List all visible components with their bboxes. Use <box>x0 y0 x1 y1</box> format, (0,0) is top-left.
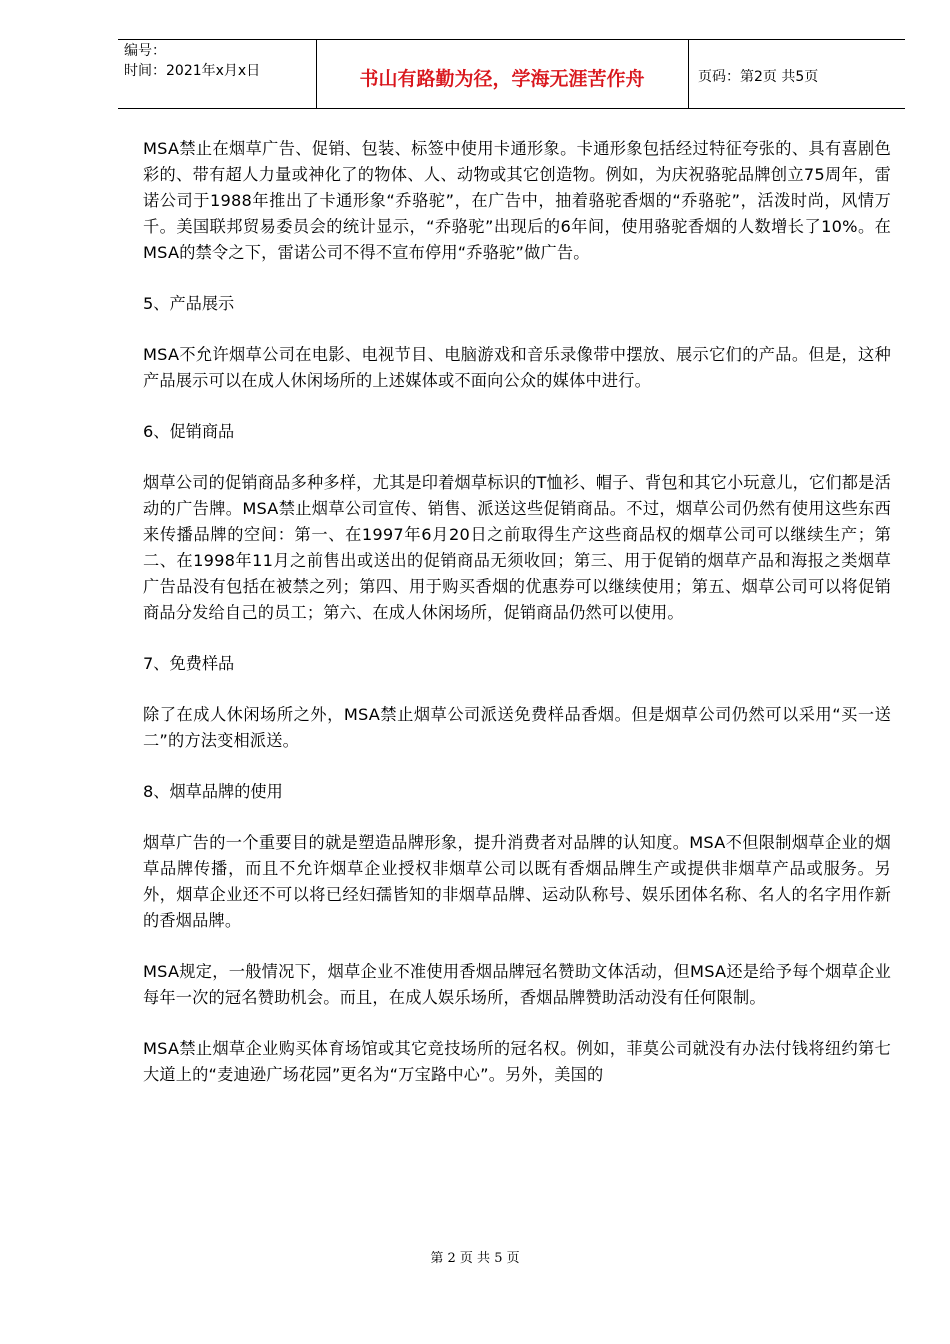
page-footer: 第 2 页 共 5 页 <box>430 1251 520 1266</box>
paragraph-cartoon-ban: MSA禁止在烟草广告、促销、包装、标签中使用卡通形象。卡通形象包括经过特征夸张的、具有喜剧色彩的、带有超人力量或神化了的物体、人、动物或其它创造物。例如，为庆祝骆驼品牌创立75周年，雷诺公司于1988年推出了卡通形象“乔骆驼”，在广告中，抽着骆驼香烟的“乔骆驼”，活泼时尚，风情万千。美国联邦贸易委员会的统计显示，“乔骆驼”出现后的6年间，使用骆驼香烟的人数增长了10%。在MSA的禁令之下，雷诺公司不得不宣布停用“乔骆驼”做广告。 <box>143 139 891 262</box>
section-heading-7: 7、免费样品 <box>143 654 235 673</box>
header-page-cell <box>688 40 905 108</box>
paragraph-naming-rights: MSA禁止烟草企业购买体育场馆或其它竞技场所的冠名权。例如，菲莫公司就没有办法付钱将纽约第七大道上的“麦迪逊广场花园”更名为“万宝路中心”。另外，美国的 <box>143 1039 891 1084</box>
paragraph-promotional-goods: 烟草公司的促销商品多种多样，尤其是印着烟草标识的T恤衫、帽子、背包和其它小玩意儿，它们都是活动的广告牌。MSA禁止烟草公司宣传、销售、派送这些促销商品。不过，烟草公司仍然有使用这些东西来传播品牌的空间：第一、在1997年6月20日之前取得生产这些商品权的烟草公司可以继续生产；第二、在1998年11月之前售出或送出的促销商品无须收回；第三、用于促销的烟草产品和海报之类烟草广告品没有包括在被禁之列；第四、用于购买香烟的优惠券可以继续使用；第五、烟草公司可以将促销商品分发给自己的员工；第六、在成人休闲场所，促销商品仍然可以使用。 <box>143 473 891 622</box>
paragraph-brand-usage: 烟草广告的一个重要目的就是塑造品牌形象，提升消费者对品牌的认知度。MSA不但限制烟草企业的烟草品牌传播，而且不允许烟草企业授权非烟草公司以既有香烟品牌生产或提供非烟草产品或服务。另外，烟草企业还不可以将已经妇孺皆知的非烟草品牌、运动队称号、娱乐团体名称、名人的名字用作新的香烟品牌。 <box>143 833 891 930</box>
header-meta-cell <box>118 40 317 108</box>
document-body <box>143 136 891 1088</box>
document-time-label: 时间：2021年x月x日 <box>124 63 261 79</box>
section-heading-5: 5、产品展示 <box>143 294 235 313</box>
paragraph-free-samples: 除了在成人休闲场所之外，MSA禁止烟草公司派送免费样品香烟。但是烟草公司仍然可以采用“买一送二”的方法变相派送。 <box>143 705 891 750</box>
paragraph-product-placement: MSA不允许烟草公司在电影、电视节目、电脑游戏和音乐录像带中摆放、展示它们的产品。但是，这种产品展示可以在成人休闲场所的上述媒体或不面向公众的媒体中进行。 <box>143 345 891 390</box>
document-header <box>118 39 905 109</box>
header-motto-cell <box>316 40 689 108</box>
paragraph-sponsorship: MSA规定，一般情况下，烟草企业不准使用香烟品牌冠名赞助文体活动，但MSA还是给予每个烟草企业每年一次的冠名赞助机会。而且，在成人娱乐场所，香烟品牌赞助活动没有任何限制。 <box>143 962 891 1007</box>
section-heading-6: 6、促销商品 <box>143 422 235 441</box>
header-page-info: 页码：第2页 共5页 <box>698 69 819 85</box>
document-number-label: 编号： <box>124 43 166 59</box>
section-heading-8: 8、烟草品牌的使用 <box>143 782 283 801</box>
header-motto: 书山有路勤为径，学海无涯苦作舟 <box>359 68 645 90</box>
